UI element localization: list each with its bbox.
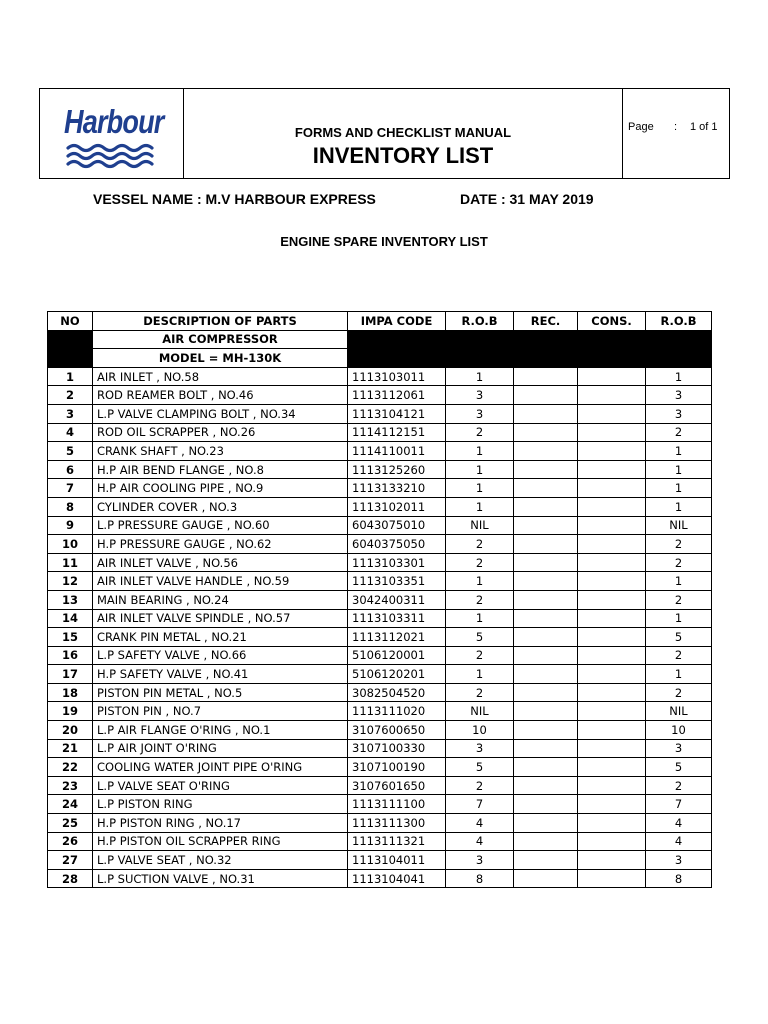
list-subtitle: ENGINE SPARE INVENTORY LIST	[280, 234, 488, 249]
received-quantity	[514, 832, 578, 851]
page-number: 1 of 1	[690, 121, 718, 133]
consumed-quantity	[578, 479, 646, 498]
rob-final-quantity: 10	[646, 721, 712, 740]
received-quantity	[514, 516, 578, 535]
consumed-quantity	[578, 721, 646, 740]
rob-final-quantity: 1	[646, 497, 712, 516]
rob-quantity: 5	[446, 758, 514, 777]
impa-code: 1113111321	[348, 832, 446, 851]
rob-quantity: 1	[446, 609, 514, 628]
impa-code: 1113102011	[348, 497, 446, 516]
rob-final-quantity: 3	[646, 404, 712, 423]
group-fill-cell	[48, 330, 93, 349]
consumed-quantity	[578, 535, 646, 554]
impa-code: 3042400311	[348, 590, 446, 609]
rob-final-quantity: 1	[646, 460, 712, 479]
table-row	[48, 869, 712, 888]
rob-quantity: 1	[446, 497, 514, 516]
received-quantity	[514, 758, 578, 777]
impa-code: 3107100330	[348, 739, 446, 758]
consumed-quantity	[578, 683, 646, 702]
rob-quantity: 4	[446, 832, 514, 851]
part-description: MAIN BEARING , NO.24	[93, 590, 348, 609]
row-number: 27	[48, 851, 93, 870]
impa-code: 5106120201	[348, 665, 446, 684]
impa-code: 1113103351	[348, 572, 446, 591]
rob-final-quantity: NIL	[646, 702, 712, 721]
impa-code: 1114110011	[348, 442, 446, 461]
consumed-quantity	[578, 814, 646, 833]
rob-final-quantity: 5	[646, 758, 712, 777]
impa-code: 1113104041	[348, 869, 446, 888]
table-row	[48, 814, 712, 833]
consumed-quantity	[578, 404, 646, 423]
consumed-quantity	[578, 776, 646, 795]
impa-code: 3107601650	[348, 776, 446, 795]
consumed-quantity	[578, 460, 646, 479]
table-row	[48, 423, 712, 442]
rob-quantity: 1	[446, 479, 514, 498]
rob-quantity: 2	[446, 776, 514, 795]
received-quantity	[514, 665, 578, 684]
rob-quantity: 1	[446, 665, 514, 684]
received-quantity	[514, 497, 578, 516]
rob-quantity: 5	[446, 628, 514, 647]
table-row	[48, 665, 712, 684]
received-quantity	[514, 739, 578, 758]
received-quantity	[514, 702, 578, 721]
report-date: DATE : 31 MAY 2019	[460, 191, 594, 207]
impa-code: 1113111020	[348, 702, 446, 721]
part-description: L.P PISTON RING	[93, 795, 348, 814]
harbour-logo	[60, 103, 172, 173]
impa-code: 3107100190	[348, 758, 446, 777]
rob-final-quantity: 3	[646, 851, 712, 870]
impa-code: 1113111100	[348, 795, 446, 814]
impa-code: 1113104011	[348, 851, 446, 870]
consumed-quantity	[578, 628, 646, 647]
row-number: 25	[48, 814, 93, 833]
part-description: PISTON PIN , NO.7	[93, 702, 348, 721]
rob-final-quantity: 1	[646, 367, 712, 386]
table-row	[48, 479, 712, 498]
header-divider	[622, 89, 623, 178]
consumed-quantity	[578, 758, 646, 777]
consumed-quantity	[578, 851, 646, 870]
group-title: AIR COMPRESSOR	[93, 330, 348, 349]
consumed-quantity	[578, 590, 646, 609]
impa-code: 1113112061	[348, 386, 446, 405]
part-description: ROD REAMER BOLT , NO.46	[93, 386, 348, 405]
table-row	[48, 442, 712, 461]
rob-final-quantity: 3	[646, 386, 712, 405]
rob-final-quantity: 4	[646, 832, 712, 851]
table-row	[48, 851, 712, 870]
table-row	[48, 590, 712, 609]
rob-quantity: NIL	[446, 702, 514, 721]
rob-quantity: 4	[446, 814, 514, 833]
consumed-quantity	[578, 609, 646, 628]
rob-final-quantity: 2	[646, 683, 712, 702]
rob-final-quantity: 2	[646, 553, 712, 572]
rob-final-quantity: 1	[646, 479, 712, 498]
rob-final-quantity: 2	[646, 776, 712, 795]
received-quantity	[514, 814, 578, 833]
rob-quantity: 2	[446, 535, 514, 554]
row-number: 28	[48, 869, 93, 888]
impa-code: 1113103311	[348, 609, 446, 628]
part-description: L.P VALVE SEAT O'RING	[93, 776, 348, 795]
rob-quantity: 10	[446, 721, 514, 740]
part-description: AIR INLET VALVE SPINDLE , NO.57	[93, 609, 348, 628]
received-quantity	[514, 721, 578, 740]
rob-quantity: 3	[446, 386, 514, 405]
table-row	[48, 776, 712, 795]
part-description: CRANK PIN METAL , NO.21	[93, 628, 348, 647]
part-description: PISTON PIN METAL , NO.5	[93, 683, 348, 702]
part-description: H.P AIR COOLING PIPE , NO.9	[93, 479, 348, 498]
rob-final-quantity: 1	[646, 609, 712, 628]
impa-code: 1113112021	[348, 628, 446, 647]
impa-code: 1113103011	[348, 367, 446, 386]
rob-quantity: 2	[446, 423, 514, 442]
table-row	[48, 535, 712, 554]
received-quantity	[514, 628, 578, 647]
impa-code: 1113103301	[348, 553, 446, 572]
rob-final-quantity: 1	[646, 442, 712, 461]
row-number: 3	[48, 404, 93, 423]
consumed-quantity	[578, 795, 646, 814]
consumed-quantity	[578, 646, 646, 665]
received-quantity	[514, 795, 578, 814]
rob-quantity: 2	[446, 683, 514, 702]
impa-code: 3082504520	[348, 683, 446, 702]
part-description: L.P VALVE SEAT , NO.32	[93, 851, 348, 870]
part-description: AIR INLET VALVE , NO.56	[93, 553, 348, 572]
table-row	[48, 516, 712, 535]
received-quantity	[514, 646, 578, 665]
part-description: L.P AIR FLANGE O'RING , NO.1	[93, 721, 348, 740]
row-number: 24	[48, 795, 93, 814]
part-description: L.P PRESSURE GAUGE , NO.60	[93, 516, 348, 535]
row-number: 12	[48, 572, 93, 591]
consumed-quantity	[578, 423, 646, 442]
row-number: 6	[48, 460, 93, 479]
rob-final-quantity: 8	[646, 869, 712, 888]
rob-quantity: 1	[446, 442, 514, 461]
group-header-row	[48, 330, 712, 349]
row-number: 10	[48, 535, 93, 554]
table-row	[48, 609, 712, 628]
consumed-quantity	[578, 869, 646, 888]
received-quantity	[514, 535, 578, 554]
group-fill-cell	[348, 330, 712, 367]
table-row	[48, 497, 712, 516]
rob-final-quantity: 5	[646, 628, 712, 647]
row-number: 22	[48, 758, 93, 777]
received-quantity	[514, 609, 578, 628]
rob-final-quantity: 1	[646, 572, 712, 591]
table-row	[48, 683, 712, 702]
row-number: 5	[48, 442, 93, 461]
received-quantity	[514, 869, 578, 888]
consumed-quantity	[578, 516, 646, 535]
table-row	[48, 460, 712, 479]
part-description: H.P SAFETY VALVE , NO.41	[93, 665, 348, 684]
consumed-quantity	[578, 665, 646, 684]
row-number: 26	[48, 832, 93, 851]
part-description: H.P PISTON OIL SCRAPPER RING	[93, 832, 348, 851]
part-description: L.P SAFETY VALVE , NO.66	[93, 646, 348, 665]
received-quantity	[514, 851, 578, 870]
row-number: 13	[48, 590, 93, 609]
table-row	[48, 572, 712, 591]
part-description: H.P PISTON RING , NO.17	[93, 814, 348, 833]
table-row	[48, 832, 712, 851]
inventory-table	[47, 311, 712, 888]
column-header-rob-final: R.O.B	[646, 312, 712, 331]
row-number: 11	[48, 553, 93, 572]
received-quantity	[514, 590, 578, 609]
group-model: MODEL = MH-130K	[93, 349, 348, 368]
received-quantity	[514, 386, 578, 405]
vessel-name: VESSEL NAME : M.V HARBOUR EXPRESS	[93, 191, 376, 207]
part-description: COOLING WATER JOINT PIPE O'RING	[93, 758, 348, 777]
row-number: 16	[48, 646, 93, 665]
rob-quantity: 1	[446, 460, 514, 479]
rob-quantity: 2	[446, 646, 514, 665]
logo-text: Harbour	[64, 103, 164, 140]
part-description: H.P PRESSURE GAUGE , NO.62	[93, 535, 348, 554]
part-description: CRANK SHAFT , NO.23	[93, 442, 348, 461]
rob-final-quantity: 2	[646, 646, 712, 665]
rob-quantity: 3	[446, 739, 514, 758]
impa-code: 1113111300	[348, 814, 446, 833]
received-quantity	[514, 404, 578, 423]
impa-code: 1114112151	[348, 423, 446, 442]
consumed-quantity	[578, 572, 646, 591]
consumed-quantity	[578, 702, 646, 721]
table-row	[48, 404, 712, 423]
row-number: 2	[48, 386, 93, 405]
row-number: 8	[48, 497, 93, 516]
column-header-rec: REC.	[514, 312, 578, 331]
rob-quantity: NIL	[446, 516, 514, 535]
received-quantity	[514, 367, 578, 386]
row-number: 19	[48, 702, 93, 721]
rob-final-quantity: 2	[646, 590, 712, 609]
rob-final-quantity: 2	[646, 423, 712, 442]
page-label: Page	[628, 121, 654, 133]
rob-quantity: 7	[446, 795, 514, 814]
table-row	[48, 702, 712, 721]
impa-code: 6043075010	[348, 516, 446, 535]
rob-quantity: 1	[446, 572, 514, 591]
consumed-quantity	[578, 367, 646, 386]
consumed-quantity	[578, 442, 646, 461]
impa-code: 6040375050	[348, 535, 446, 554]
rob-final-quantity: 7	[646, 795, 712, 814]
impa-code: 1113125260	[348, 460, 446, 479]
document-header	[39, 88, 730, 179]
table-row	[48, 795, 712, 814]
received-quantity	[514, 423, 578, 442]
rob-final-quantity: 1	[646, 665, 712, 684]
manual-title: FORMS AND CHECKLIST MANUAL	[294, 125, 512, 140]
consumed-quantity	[578, 739, 646, 758]
rob-quantity: 2	[446, 553, 514, 572]
row-number: 14	[48, 609, 93, 628]
row-number: 20	[48, 721, 93, 740]
rob-final-quantity: 4	[646, 814, 712, 833]
row-number: 1	[48, 367, 93, 386]
table-row	[48, 739, 712, 758]
rob-quantity: 2	[446, 590, 514, 609]
received-quantity	[514, 553, 578, 572]
row-number: 17	[48, 665, 93, 684]
row-number: 7	[48, 479, 93, 498]
row-number: 18	[48, 683, 93, 702]
table-row	[48, 758, 712, 777]
rob-quantity: 1	[446, 367, 514, 386]
received-quantity	[514, 572, 578, 591]
rob-final-quantity: 2	[646, 535, 712, 554]
table-row	[48, 553, 712, 572]
consumed-quantity	[578, 553, 646, 572]
column-header-cons: CONS.	[578, 312, 646, 331]
part-description: L.P AIR JOINT O'RING	[93, 739, 348, 758]
group-fill-cell	[48, 349, 93, 368]
consumed-quantity	[578, 832, 646, 851]
table-row	[48, 386, 712, 405]
table-row	[48, 628, 712, 647]
consumed-quantity	[578, 386, 646, 405]
part-description: L.P VALVE CLAMPING BOLT , NO.34	[93, 404, 348, 423]
rob-final-quantity: 3	[646, 739, 712, 758]
column-header-rob: R.O.B	[446, 312, 514, 331]
column-header-no: NO	[48, 312, 93, 331]
row-number: 4	[48, 423, 93, 442]
row-number: 23	[48, 776, 93, 795]
table-row	[48, 367, 712, 386]
page-colon: :	[674, 121, 678, 133]
table-row	[48, 721, 712, 740]
row-number: 21	[48, 739, 93, 758]
rob-quantity: 8	[446, 869, 514, 888]
part-description: ROD OIL SCRAPPER , NO.26	[93, 423, 348, 442]
received-quantity	[514, 479, 578, 498]
part-description: AIR INLET VALVE HANDLE , NO.59	[93, 572, 348, 591]
table-row	[48, 646, 712, 665]
received-quantity	[514, 460, 578, 479]
part-description: CYLINDER COVER , NO.3	[93, 497, 348, 516]
received-quantity	[514, 442, 578, 461]
rob-quantity: 3	[446, 404, 514, 423]
row-number: 15	[48, 628, 93, 647]
part-description: AIR INLET , NO.58	[93, 367, 348, 386]
waves-icon	[64, 141, 164, 171]
rob-quantity: 3	[446, 851, 514, 870]
column-header-description: DESCRIPTION OF PARTS	[93, 312, 348, 331]
impa-code: 1113133210	[348, 479, 446, 498]
received-quantity	[514, 776, 578, 795]
impa-code: 5106120001	[348, 646, 446, 665]
table-header-row	[48, 312, 712, 331]
impa-code: 3107600650	[348, 721, 446, 740]
impa-code: 1113104121	[348, 404, 446, 423]
rob-final-quantity: NIL	[646, 516, 712, 535]
row-number: 9	[48, 516, 93, 535]
received-quantity	[514, 683, 578, 702]
document-title: INVENTORY LIST	[312, 143, 494, 168]
consumed-quantity	[578, 497, 646, 516]
part-description: L.P SUCTION VALVE , NO.31	[93, 869, 348, 888]
part-description: H.P AIR BEND FLANGE , NO.8	[93, 460, 348, 479]
column-header-impa-code: IMPA CODE	[348, 312, 446, 331]
